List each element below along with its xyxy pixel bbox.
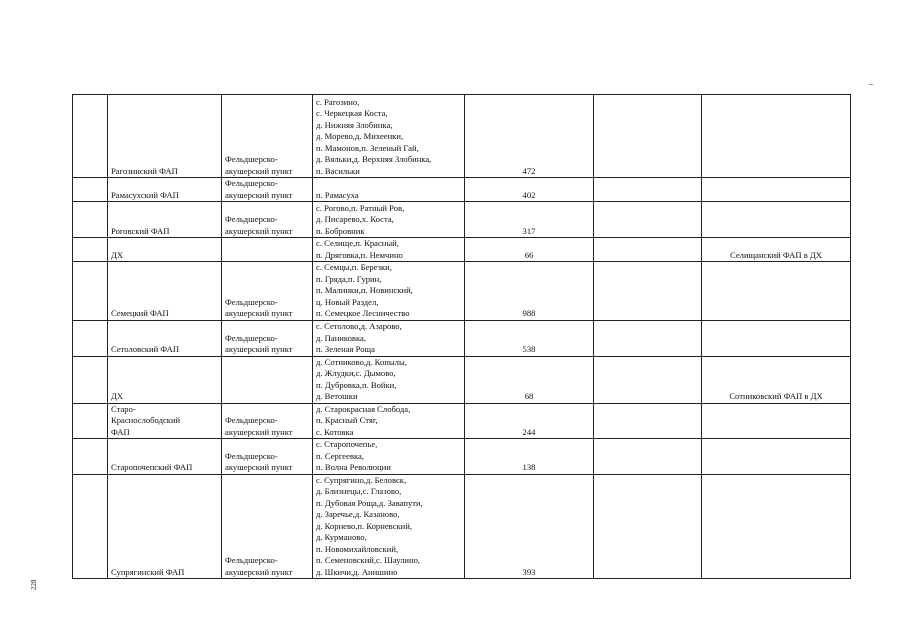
cell-settlements-line: с. Черкецкая Коста, <box>316 108 388 118</box>
cell-number <box>73 474 108 579</box>
cell-facility-type-line: акушерский пункт <box>225 308 293 318</box>
cell-facility-name-line: ДХ <box>111 249 124 260</box>
cell-settlements-line: с. Рагозино, <box>316 96 360 107</box>
cell-settlements-line: п. Дубровка,п. Войки, <box>316 379 397 390</box>
cell-empty <box>594 262 702 321</box>
cell-facility-type-line: Фельдшерско- <box>225 296 278 307</box>
cell-empty <box>594 238 702 262</box>
cell-settlements-line: с. Старопочепье, <box>316 439 378 449</box>
cell-empty <box>594 403 702 439</box>
cell-settlements <box>313 320 465 356</box>
cell-settlements-line: п. Волна Революции <box>316 462 391 472</box>
cell-facility-name-line: Семецкий ФАП <box>111 308 169 318</box>
cell-population: 538 <box>465 320 594 356</box>
cell-facility-type <box>222 403 313 439</box>
cell-facility-type-line: акушерский пункт <box>225 165 293 176</box>
cell-facility-name-line: Рамасухский ФАП <box>111 189 179 200</box>
cell-facility-type-line: Фельдшерско- <box>225 154 278 164</box>
cell-facility-type <box>222 439 313 475</box>
cell-settlements-line: с. Сетолово,д. Азарово, <box>316 321 402 331</box>
cell-facility-name <box>108 356 222 403</box>
cell-settlements-line: с. Супрягино,д. Беловск, <box>316 474 407 485</box>
cell-facility-name-line: Роговский ФАП <box>111 225 170 236</box>
table-row <box>73 95 851 178</box>
cell-facility-name <box>108 439 222 475</box>
cell-settlements <box>313 95 465 178</box>
table-row <box>73 238 851 262</box>
cell-facility-name-line: ФАП <box>111 426 130 437</box>
cell-number <box>73 178 108 202</box>
cell-number <box>73 238 108 262</box>
cell-settlements-line: д. Ветошки <box>316 391 358 401</box>
cell-population: 472 <box>465 95 594 178</box>
table-row <box>73 403 851 439</box>
cell-facility-type <box>222 320 313 356</box>
cell-facility-type-line: акушерский пункт <box>225 189 293 200</box>
cell-facility-name <box>108 320 222 356</box>
cell-population: 317 <box>465 202 594 238</box>
cell-facility-name <box>108 262 222 321</box>
cell-settlements-line: д. Вяльки,д. Верхняя Злобинка, <box>316 154 432 164</box>
cell-settlements-line: с. Рогово,п. Ратный Ров, <box>316 202 405 213</box>
cell-settlements-line: д. Близнецы,с. Глазово, <box>316 486 402 496</box>
cell-number <box>73 439 108 475</box>
table-row <box>73 202 851 238</box>
cell-note <box>702 320 851 356</box>
cell-settlements-line: п. Семеновский,с. Шаулино, <box>316 555 421 565</box>
cell-population: 988 <box>465 262 594 321</box>
cell-facility-name <box>108 202 222 238</box>
cell-settlements <box>313 356 465 403</box>
cell-population: 244 <box>465 403 594 439</box>
cell-facility-name <box>108 238 222 262</box>
cell-settlements-line: п. Семецкое Лесничество <box>316 308 410 318</box>
cell-note <box>702 202 851 238</box>
cell-population: 68 <box>465 356 594 403</box>
table-row <box>73 178 851 202</box>
cell-population: 393 <box>465 474 594 579</box>
cell-facility-type-line: Фельдшерско- <box>225 415 278 425</box>
cell-settlements-line: д. Заречье,д. Казаново, <box>316 509 400 519</box>
cell-facility-type <box>222 262 313 321</box>
cell-settlements <box>313 202 465 238</box>
cell-settlements-line: п. Малинки,п. Новинский, <box>316 285 413 295</box>
cell-settlements <box>313 439 465 475</box>
cell-settlements-line: д. Паниковка, <box>316 332 366 343</box>
cell-settlements-line: п. Красный Стяг, <box>316 415 378 425</box>
cell-note <box>702 95 851 178</box>
cell-facility-name-line: ДХ <box>111 391 124 401</box>
cell-empty <box>594 320 702 356</box>
page-mark <box>869 84 873 85</box>
cell-settlements <box>313 238 465 262</box>
cell-settlements-line: с. Семцы,п. Березки, <box>316 262 392 272</box>
cell-facility-type-line: Фельдшерско- <box>225 450 278 461</box>
cell-population: 402 <box>465 178 594 202</box>
table-row <box>73 356 851 403</box>
cell-number <box>73 403 108 439</box>
cell-settlements <box>313 178 465 202</box>
page-number: 228 <box>30 579 38 590</box>
cell-settlements-line: д. Нижняя Злобинка, <box>316 119 393 130</box>
cell-settlements <box>313 403 465 439</box>
cell-number <box>73 356 108 403</box>
cell-facility-type-line: акушерский пункт <box>225 225 293 236</box>
cell-facility-name-line: Старопочепский ФАП <box>111 462 193 472</box>
cell-facility-name-line: Рагозинский ФАП <box>111 165 178 176</box>
cell-settlements-line: п. Зеленая Роща <box>316 344 375 354</box>
cell-facility-type-line: акушерский пункт <box>225 426 293 437</box>
cell-settlements-line: п. Бобровник <box>316 225 365 236</box>
cell-note <box>702 403 851 439</box>
cell-note <box>702 178 851 202</box>
cell-facility-type-line: Фельдшерско- <box>225 178 278 188</box>
cell-facility-name <box>108 403 222 439</box>
cell-facility-type-line: Фельдшерско- <box>225 555 278 565</box>
cell-settlements-line: д. Шкичи,д. Анишино <box>316 566 398 577</box>
cell-settlements-line: п. Гряда,п. Гурин, <box>316 273 382 284</box>
table-row <box>73 474 851 579</box>
cell-facility-type <box>222 356 313 403</box>
cell-facility-name-line: Супрягинский ФАП <box>111 566 185 577</box>
cell-facility-type-line: Фельдшерско- <box>225 332 278 343</box>
cell-facility-type-line: акушерский пункт <box>225 566 293 577</box>
cell-settlements-line: д. Писарево,х. Коста, <box>316 214 394 224</box>
cell-settlements-line: п. Сергеевка, <box>316 450 364 461</box>
cell-population: 138 <box>465 439 594 475</box>
cell-facility-type-line: Фельдшерско- <box>225 214 278 224</box>
cell-facility-type-line: акушерский пункт <box>225 344 293 354</box>
cell-settlements-line: п. Мамонов,п. Зеленый Гай, <box>316 142 419 153</box>
table-row <box>73 262 851 321</box>
cell-note <box>702 262 851 321</box>
cell-number <box>73 95 108 178</box>
cell-settlements-line: ц. Новый Раздел, <box>316 296 379 307</box>
cell-population: 66 <box>465 238 594 262</box>
cell-settlements-line: п. Новомихайловский, <box>316 543 399 554</box>
cell-settlements-line: д. Курманово, <box>316 532 367 542</box>
cell-settlements-line: с. Селище,п. Красный, <box>316 238 399 248</box>
cell-settlements-line: п. Дряговка,п. Немчино <box>316 249 403 260</box>
cell-note <box>702 439 851 475</box>
cell-settlements-line: д. Корнево,п. Корневский, <box>316 520 412 531</box>
cell-settlements-line: д. Старокрасная Слобода, <box>316 403 411 414</box>
cell-facility-type-line: акушерский пункт <box>225 462 293 472</box>
cell-facility-type <box>222 95 313 178</box>
cell-settlements-line: д. Жлудки,с. Дымово, <box>316 368 396 378</box>
cell-facility-name-line: Краснослободский <box>111 415 181 425</box>
cell-settlements-line: п. Васильки <box>316 165 360 176</box>
cell-empty <box>594 474 702 579</box>
cell-facility-name <box>108 474 222 579</box>
cell-facility-type <box>222 178 313 202</box>
cell-facility-name-line: Сетоловский ФАП <box>111 344 180 354</box>
cell-note: Сотниковский ФАП в ДХ <box>702 356 851 403</box>
cell-note: Селищанский ФАП в ДХ <box>702 238 851 262</box>
cell-settlements <box>313 474 465 579</box>
cell-settlements-line: п. Рамасуха <box>316 189 359 200</box>
cell-settlements-line: д. Сотниково,д. Копылы, <box>316 356 407 367</box>
cell-empty <box>594 202 702 238</box>
fap-table <box>72 94 851 579</box>
cell-number <box>73 320 108 356</box>
cell-facility-type <box>222 202 313 238</box>
cell-number <box>73 202 108 238</box>
cell-settlements-line: д. Морево,д. Михеенки, <box>316 131 404 141</box>
cell-facility-type <box>222 238 313 262</box>
table-row <box>73 439 851 475</box>
cell-number <box>73 262 108 321</box>
cell-empty <box>594 356 702 403</box>
table-row <box>73 320 851 356</box>
cell-settlements-line: с. Котовка <box>316 426 354 437</box>
cell-facility-name-line: Старо- <box>111 403 136 414</box>
cell-empty <box>594 178 702 202</box>
cell-empty <box>594 95 702 178</box>
cell-note <box>702 474 851 579</box>
cell-settlements <box>313 262 465 321</box>
cell-facility-name <box>108 95 222 178</box>
cell-settlements-line: п. Дубовая Роща,д. Завапути, <box>316 497 423 508</box>
cell-facility-name <box>108 178 222 202</box>
cell-empty <box>594 439 702 475</box>
cell-facility-type <box>222 474 313 579</box>
